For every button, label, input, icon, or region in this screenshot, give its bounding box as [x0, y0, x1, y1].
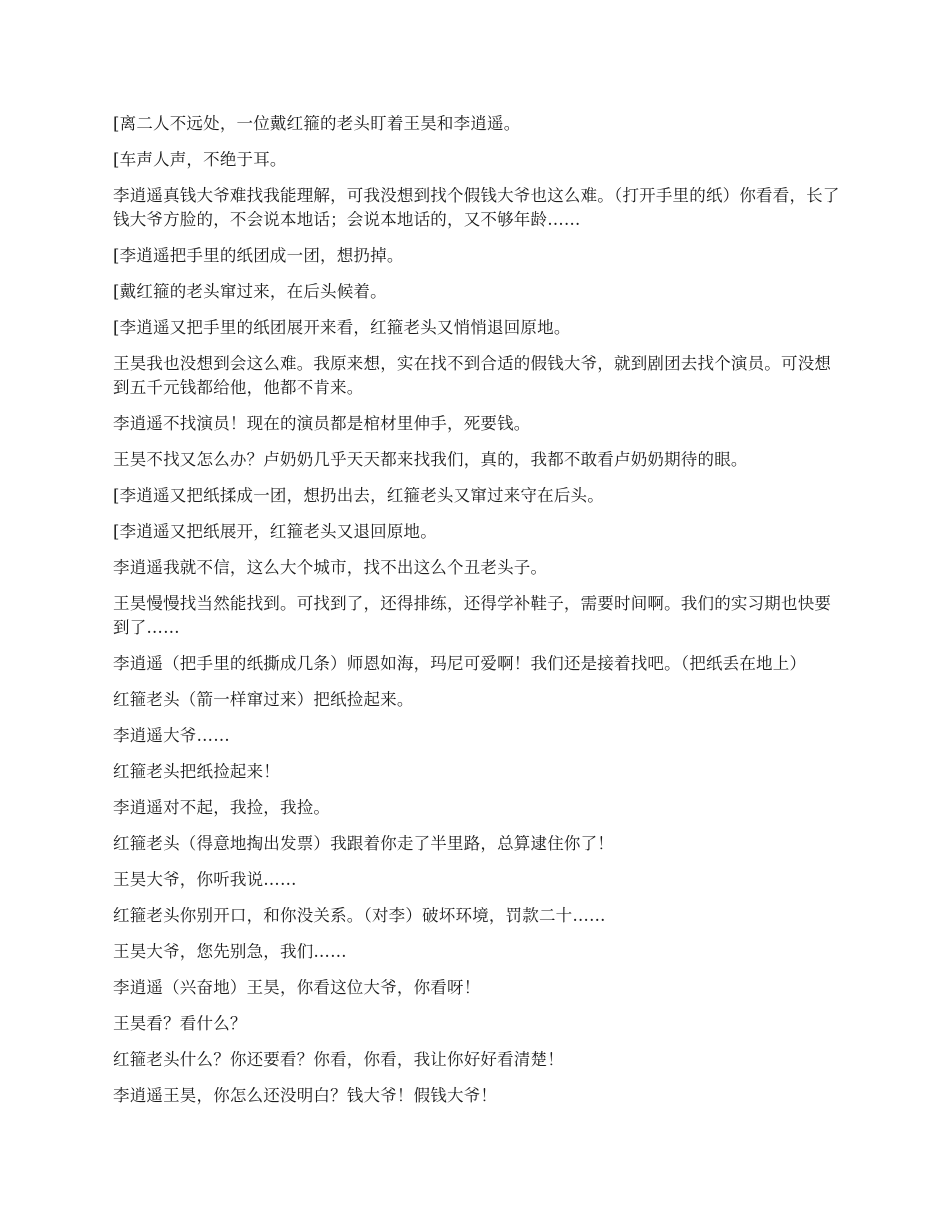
paragraph: 李逍遥真钱大爷难找我能理解，可我没想到找个假钱大爷也这么难。（打开手里的纸）你看看，长了钱大爷方脸的，不会说本地话；会说本地话的，又不够年龄…… [113, 186, 840, 229]
paragraph: [戴红箍的老头窜过来，在后头候着。 [113, 282, 387, 301]
paragraph: 王昊我也没想到会这么难。我原来想，实在找不到合适的假钱大爷，就到剧团去找个演员。可没想到五千元钱都给他，他都不肯来。 [113, 354, 832, 397]
paragraph: 红箍老头什么？你还要看？你看，你看，我让你好好看清楚！ [113, 1050, 564, 1069]
paragraph: [李逍遥又把纸揉成一团，想扔出去，红箍老头又窜过来守在后头。 [113, 486, 604, 505]
paragraph: 李逍遥对不起，我捡，我捡。 [113, 798, 331, 817]
paragraph: 王昊大爷，您先别急，我们…… [113, 942, 347, 961]
paragraph: 王昊看？看什么？ [113, 1014, 247, 1033]
paragraph: 李逍遥大爷…… [113, 726, 230, 745]
paragraph: 李逍遥我就不信，这么大个城市，找不出这么个丑老头子。 [113, 558, 548, 577]
paragraph: [李逍遥又把手里的纸团展开来看，红箍老头又悄悄退回原地。 [113, 318, 571, 337]
paragraph: 李逍遥不找演员！现在的演员都是棺材里伸手，死要钱。 [113, 414, 531, 433]
paragraph: 红箍老头把纸捡起来！ [113, 762, 280, 781]
paragraph: 王昊不找又怎么办？卢奶奶几乎天天都来找我们，真的，我都不敢看卢奶奶期待的眼。 [113, 450, 748, 469]
paragraph: 李逍遥王昊，你怎么还没明白？钱大爷！假钱大爷！ [113, 1086, 498, 1105]
paragraph: 李逍遥（兴奋地）王昊，你看这位大爷，你看呀！ [113, 978, 481, 997]
paragraph: 红箍老头你别开口，和你没关系。（对李）破坏环境，罚款二十…… [113, 906, 606, 925]
paragraph: 李逍遥（把手里的纸撕成几条）师恩如海，玛尼可爱啊！我们还是接着找吧。（把纸丢在地上） [113, 654, 807, 673]
paragraph: 红箍老头（得意地掏出发票）我跟着你走了半里路，总算逮住你了！ [113, 834, 614, 853]
paragraph: 王昊大爷，你听我说…… [113, 870, 297, 889]
paragraph: [李逍遥把手里的纸团成一团，想扔掉。 [113, 246, 404, 265]
paragraph: [车声人声，不绝于耳。 [113, 150, 287, 169]
paragraph: [李逍遥又把纸展开，红箍老头又退回原地。 [113, 522, 437, 541]
paragraph: 王昊慢慢找当然能找到。可找到了，还得排练，还得学补鞋子，需要时间啊。我们的实习期也快要到了…… [113, 594, 832, 637]
paragraph: 红箍老头（箭一样窜过来）把纸捡起来。 [113, 690, 414, 709]
paragraph: [离二人不远处，一位戴红箍的老头盯着王昊和李逍遥。 [113, 114, 521, 133]
script-text-body [113, 112, 843, 1120]
